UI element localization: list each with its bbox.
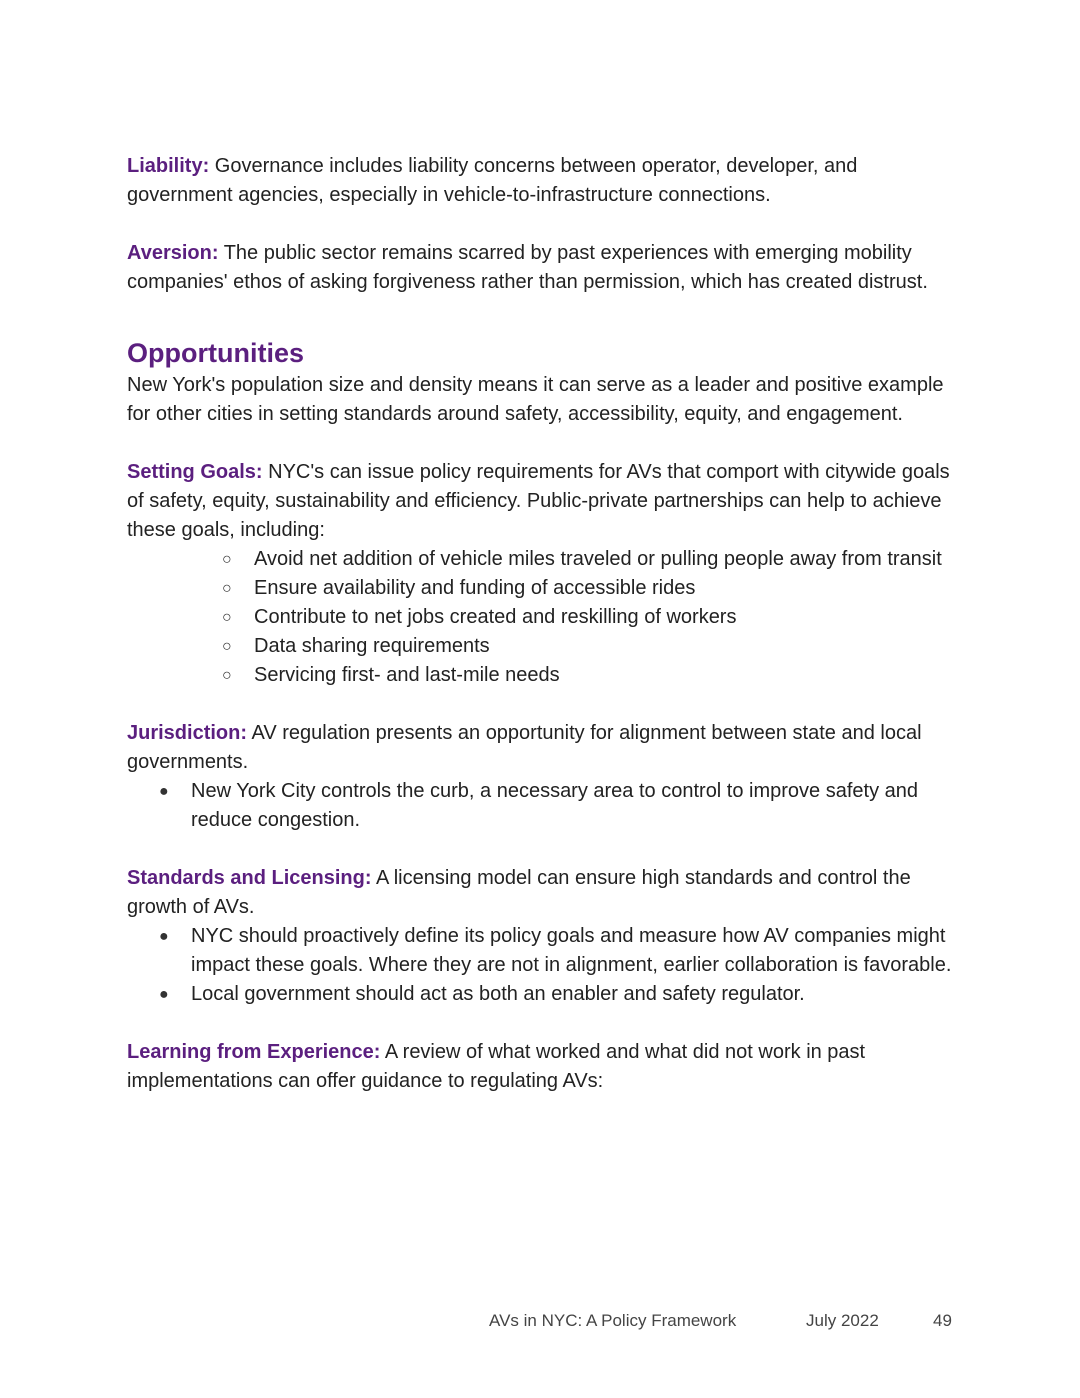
learning-paragraph: [127, 1038, 957, 1096]
opportunities-intro: New York's population size and density means it can serve as a leader and positive example for other cities in setting standards around safety, accessibility, equity, and engagement.: [127, 374, 944, 425]
standards-list: [127, 922, 957, 1009]
list-item: ● NYC should proactively define its policy goals and measure how AV companies might impact these goals. Where they are not in alignment, earlier collaboration is favorable.: [127, 922, 957, 980]
footer-title: AVs in NYC: A Policy Framework: [489, 1311, 737, 1330]
jurisdiction-paragraph: [127, 719, 957, 777]
bullet-icon: ●: [159, 783, 169, 800]
jurisdiction-label: Jurisdiction:: [127, 722, 248, 744]
hollow-bullet-icon: ○: [222, 580, 232, 597]
list-item: ○ Ensure availability and funding of accessible rides: [127, 574, 957, 603]
setting-goals-list: [127, 545, 957, 690]
standards-paragraph: [127, 864, 957, 922]
list-item: ○ Servicing first- and last-mile needs: [127, 661, 957, 690]
learning-label: Learning from Experience:: [127, 1041, 381, 1063]
aversion-text: The public sector remains scarred by past experiences with emerging mobility companies' ethos of asking forgiveness rather than permission, which has created distrust.: [127, 242, 928, 293]
bullet-icon: ●: [159, 986, 169, 1003]
hollow-bullet-icon: ○: [222, 638, 232, 655]
hollow-bullet-icon: ○: [222, 667, 232, 684]
list-item: ○ Contribute to net jobs created and reskilling of workers: [127, 603, 957, 632]
list-item: ○ Data sharing requirements: [127, 632, 957, 661]
opportunities-heading: Opportunities: [127, 338, 304, 368]
standards-text: A licensing model can ensure high standards and control the growth of AVs.: [127, 867, 911, 918]
hollow-bullet-icon: ○: [222, 551, 232, 568]
page-number: 49: [933, 1311, 952, 1330]
liability-label: Liability:: [127, 155, 210, 177]
liability-text: Governance includes liability concerns between operator, developer, and government agencies, especially in vehicle-to-infrastructure connections.: [127, 155, 858, 206]
document-body: [127, 152, 957, 1096]
footer-date: July 2022: [806, 1311, 879, 1330]
bullet-icon: ●: [159, 928, 169, 945]
learning-text: A review of what worked and what did not work in past implementations can offer guidance to regulating AVs:: [127, 1041, 866, 1092]
aversion-label: Aversion:: [127, 242, 219, 264]
jurisdiction-text: AV regulation presents an opportunity for alignment between state and local governments.: [127, 722, 922, 773]
standards-label: Standards and Licensing:: [127, 867, 372, 889]
hollow-bullet-icon: ○: [222, 609, 232, 626]
setting-goals-paragraph: [127, 458, 957, 545]
jurisdiction-list: [127, 777, 957, 835]
aversion-paragraph: [127, 239, 957, 297]
list-item: ● New York City controls the curb, a necessary area to control to improve safety and reduce congestion.: [127, 777, 957, 835]
setting-goals-text: NYC's can issue policy requirements for AVs that comport with citywide goals of safety, equity, sustainability and efficiency. Public-private partnerships can help to achieve these goals, including:: [127, 461, 950, 541]
setting-goals-label: Setting Goals:: [127, 461, 263, 483]
liability-paragraph: [127, 152, 957, 210]
list-item: ○ Avoid net addition of vehicle miles traveled or pulling people away from transit: [127, 545, 957, 574]
list-item: ● Local government should act as both an enabler and safety regulator.: [127, 980, 957, 1009]
